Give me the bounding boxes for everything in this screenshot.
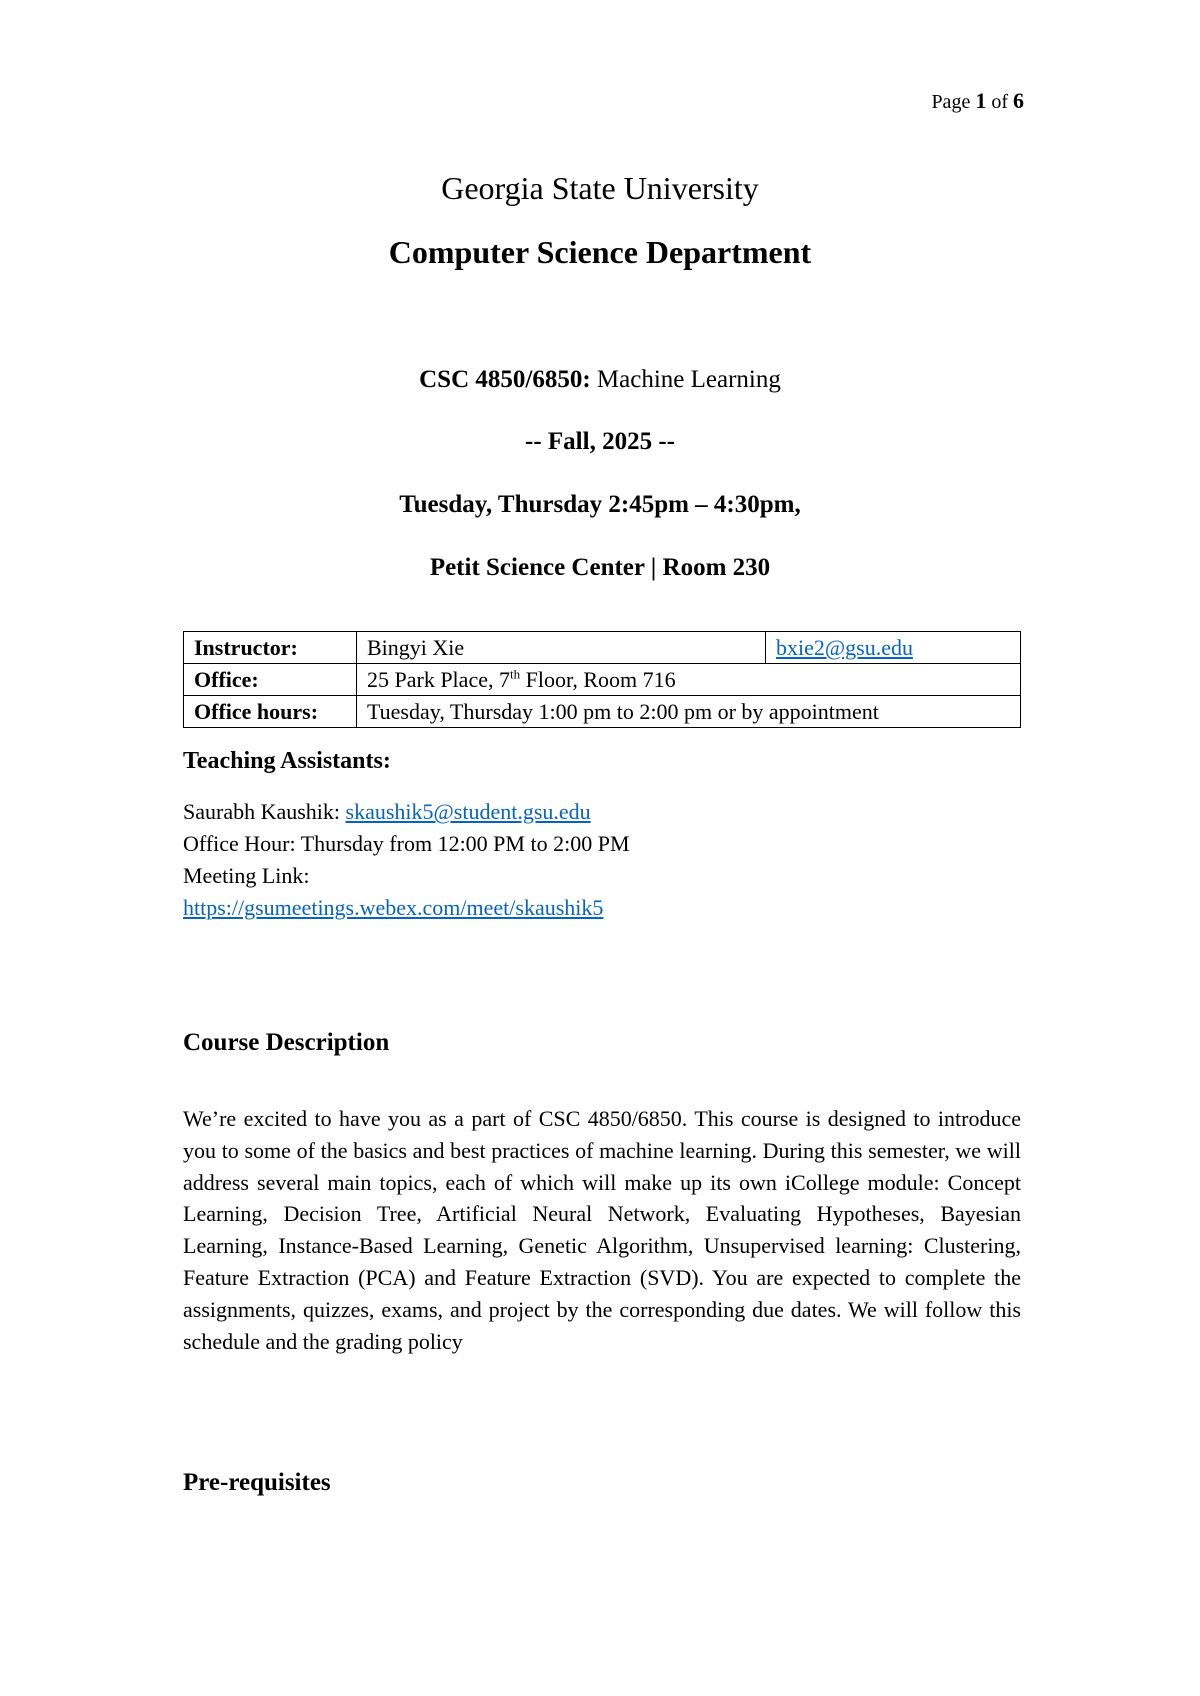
instructor-label: Instructor: — [184, 632, 357, 664]
ta-email-link[interactable]: skaushik5@student.gsu.edu — [345, 799, 591, 824]
office-hours-value: Tuesday, Thursday 1:00 pm to 2:00 pm or by appointment — [357, 696, 1021, 728]
ta-meeting-label: Meeting Link: — [183, 863, 310, 888]
page-prefix: Page — [931, 91, 971, 113]
instructor-name: Bingyi Xie — [357, 632, 766, 664]
course-description-heading: Course Description — [183, 1029, 390, 1056]
office-value-post: Floor, Room 716 — [520, 667, 676, 692]
course-time: Tuesday, Thursday 2:45pm – 4:30pm, — [399, 491, 801, 518]
ta-details — [183, 796, 1021, 924]
ta-contact — [183, 796, 1021, 828]
table-row — [184, 632, 1021, 664]
course-description-body: We’re excited to have you as a part of CSC 4850/6850. This course is designed to introduce you to some of the basics and best practices of machine learning. During this semester, we will address several main topics, each of which will make up its own iCollege module: Concept Learning, Decision Tree, Artificial Neural Network, Evaluating Hypotheses, Bayesian Learning, Instance-Based Learning, Genetic Algorithm, Unsupervised learning: Clustering, Feature Extraction (PCA) and Feature Extraction (SVD). You are expected to complete the assignments, quizzes, exams, and project by the corresponding due dates. We will follow this schedule and the grading policy — [183, 1106, 1021, 1354]
department-title: Computer Science Department — [388, 234, 812, 270]
table-row — [184, 664, 1021, 696]
page-total: 6 — [1013, 88, 1024, 113]
office-value — [357, 664, 1021, 696]
ta-name: Saurabh Kaushik: — [183, 799, 346, 824]
instructor-email-link[interactable]: bxie2@gsu.edu — [776, 635, 913, 660]
office-value-sup: th — [509, 666, 521, 682]
office-label: Office: — [184, 664, 357, 696]
ta-meeting-link[interactable]: https://gsumeetings.webex.com/meet/skaushik5 — [183, 895, 604, 920]
instructor-table — [183, 631, 1021, 728]
ta-heading: Teaching Assistants: — [183, 748, 391, 774]
course-name: Machine Learning — [596, 366, 781, 393]
course-location: Petit Science Center | Room 230 — [429, 554, 771, 581]
office-hours-label: Office hours: — [184, 696, 357, 728]
office-value-pre: 25 Park Place, 7 — [367, 667, 510, 692]
ta-meeting-row — [183, 892, 1021, 924]
course-term: -- Fall, 2025 -- — [525, 428, 675, 455]
ta-office-hour: Office Hour: Thursday from 12:00 PM to 2:00 PM — [183, 831, 630, 856]
instructor-email-cell — [766, 632, 1021, 664]
table-row — [184, 696, 1021, 728]
page-current: 1 — [975, 88, 987, 113]
university-title: Georgia State University — [441, 170, 759, 206]
prerequisites-heading: Pre-requisites — [183, 1469, 331, 1496]
course-code: CSC 4850/6850: — [419, 366, 591, 393]
page-of: of — [991, 91, 1008, 113]
course-title — [0, 366, 1200, 394]
page-number — [931, 88, 1024, 114]
